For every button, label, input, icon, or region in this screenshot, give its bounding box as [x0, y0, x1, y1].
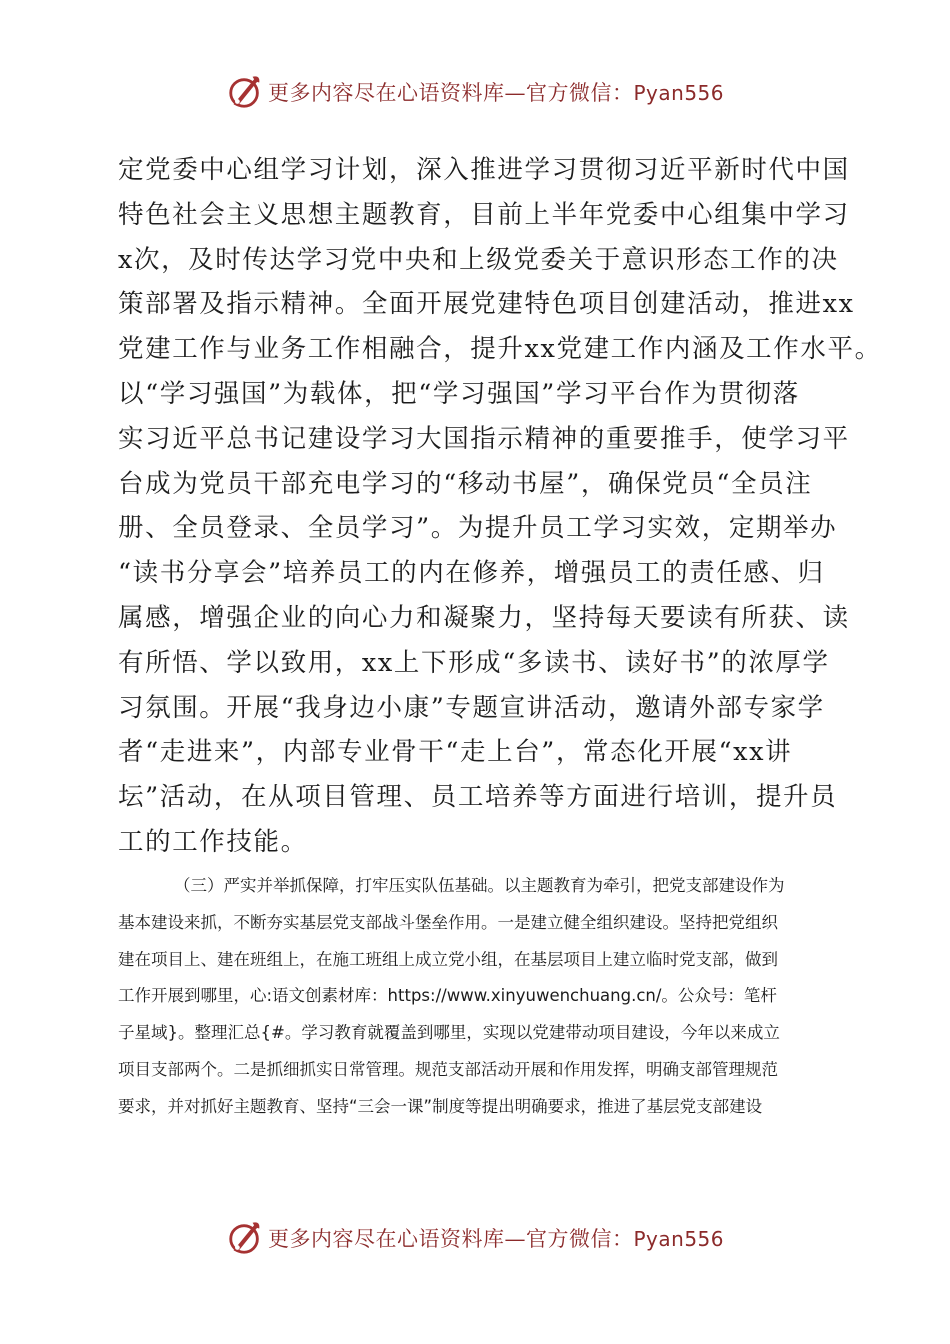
- text-line: 实习近平总书记建设学习大国指示精神的重要推手，使学习平: [118, 423, 850, 454]
- text-line: 台成为党员干部充电学习的“移动书屋”，确保党员“全员注: [118, 468, 813, 499]
- text-line: 党建工作与业务工作相融合，提升xx党建工作内涵及工作水平。: [118, 334, 882, 365]
- section-heading-line: （三）严实并举抓保障，打牢压实队伍基础。以主题教育为牵引，把党支部建设作为: [174, 876, 785, 895]
- banner-text: 更多内容尽在心语资料库—官方微信：Pyan556: [267, 81, 724, 105]
- section-line: 工作开展到哪里，心:语文创素材库：https://www.xinyuwenchuang.cn/。公众号：笔杆: [118, 986, 777, 1006]
- quill-logo-icon: [226, 1219, 264, 1257]
- text-line: 者“走进来”，内部专业骨干“走上台”，常态化开展“xx讲: [118, 737, 793, 768]
- quill-logo-icon: [226, 73, 264, 111]
- text-line: 习氛围。开展“我身边小康”专题宣讲活动，邀请外部专家学: [118, 692, 825, 723]
- text-line: 坛”活动，在从项目管理、员工培养等方面进行培训，提升员: [118, 782, 838, 813]
- section-line: 建在项目上、建在班组上，在施工班组上成立党小组，在基层项目上建立临时党支部，做到: [118, 949, 778, 969]
- text-line: 定党委中心组学习计划，深入推进学习贯彻习近平新时代中国: [118, 155, 850, 185]
- text-line: 工的工作技能。: [118, 826, 308, 857]
- text-line: x次，及时传达学习党中央和上级党委关于意识形态工作的决: [118, 244, 839, 275]
- text-line: 有所悟、学以致用，xx上下形成“多读书、读好书”的浓厚学: [118, 647, 830, 678]
- wechat-id: Pyan556: [633, 81, 724, 105]
- section-line: 基本建设来抓，不断夯实基层党支部战斗堡垒作用。一是建立健全组织建设。坚持把党组织: [118, 912, 778, 932]
- text-line: “读书分享会”培养员工的内在修养，增强员工的责任感、归: [118, 558, 825, 589]
- header-watermark-banner: [0, 70, 950, 114]
- text-line: 策部署及指示精神。全面开展党建特色项目创建活动，推进xx: [118, 289, 855, 320]
- section-line: 项目支部两个。二是抓细抓实日常管理。规范支部活动开展和作用发挥，明确支部管理规范: [118, 1059, 778, 1079]
- text-line: 特色社会主义思想主题教育，目前上半年党委中心组集中学习: [118, 199, 850, 230]
- text-line: 以“学习强国”为载体，把“学习强国”学习平台作为贯彻落: [118, 378, 800, 409]
- wechat-id: Pyan556: [633, 1227, 724, 1251]
- section-line: 子星域}。整理汇总{#。学习教育就覆盖到哪里，实现以党建带动项目建设，今年以来成立: [118, 1023, 780, 1043]
- body-paragraph: [118, 148, 882, 865]
- text-line: 册、全员登录、全员学习”。为提升员工学习实效，定期举办: [118, 513, 838, 544]
- section-three-paragraph: [118, 868, 838, 1126]
- footer-watermark-banner: [0, 1216, 950, 1260]
- text-line: 属感，增强企业的向心力和凝聚力，坚持每天要读有所获、读: [118, 602, 850, 633]
- section-line: 要求，并对抓好主题教育、坚持“三会一课”制度等提出明确要求，推进了基层党支部建设: [118, 1096, 763, 1116]
- banner-text: 更多内容尽在心语资料库—官方微信：Pyan556: [267, 1227, 724, 1251]
